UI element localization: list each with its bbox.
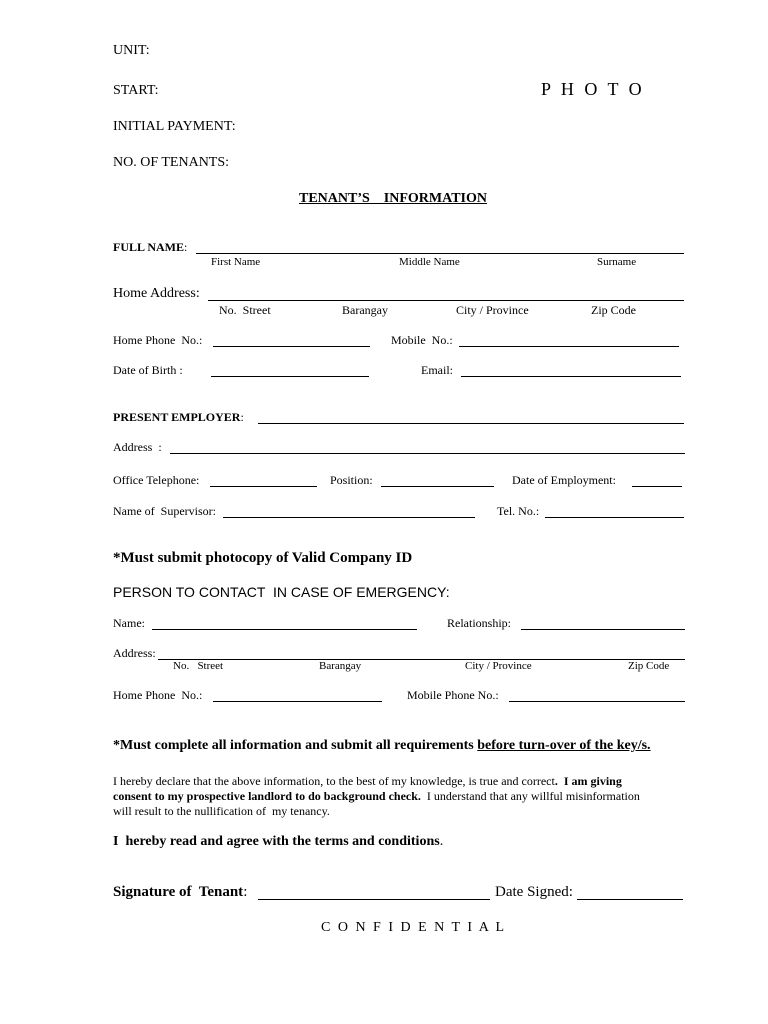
date-of-employment-field[interactable] [632, 486, 682, 487]
emergency-name-field[interactable] [152, 629, 417, 630]
confidential-footer: C O N F I D E N T I A L [321, 920, 507, 935]
email-label: Email: [421, 363, 453, 377]
tel-no-label: Tel. No.: [497, 504, 540, 518]
mobile-label: Mobile No.: [391, 333, 453, 347]
emergency-home-phone-field[interactable] [213, 701, 382, 702]
email-field[interactable] [461, 376, 681, 377]
valid-id-note: *Must submit photocopy of Valid Company ID [113, 550, 413, 566]
photo-placeholder-label: P H O T O [541, 79, 645, 99]
signature-label: Signature of Tenant: [113, 884, 248, 900]
first-name-caption: First Name [211, 256, 261, 268]
mobile-field[interactable] [459, 346, 679, 347]
home-address-field[interactable] [208, 300, 684, 301]
home-address-label: Home Address: [113, 286, 200, 301]
full-name-label: FULL NAME: [113, 240, 188, 254]
emergency-street-caption: No. Street [173, 660, 224, 672]
city-province-caption: City / Province [456, 303, 529, 317]
home-phone-field[interactable] [213, 346, 370, 347]
street-caption: No. Street [219, 303, 271, 317]
emergency-name-label: Name: [113, 616, 145, 630]
no-of-tenants-label: NO. OF TENANTS: [113, 155, 230, 170]
emergency-mobile-label: Mobile Phone No.: [407, 688, 499, 702]
supervisor-field[interactable] [223, 517, 475, 518]
position-field[interactable] [381, 486, 494, 487]
signature-field[interactable] [258, 899, 490, 900]
page-title: TENANT’S INFORMATION [299, 191, 487, 206]
relationship-label: Relationship: [447, 616, 511, 630]
office-telephone-field[interactable] [210, 486, 317, 487]
zip-code-caption: Zip Code [591, 303, 636, 317]
date-of-birth-label: Date of Birth : [113, 363, 183, 377]
barangay-caption: Barangay [342, 303, 388, 317]
emergency-contact-heading: PERSON TO CONTACT IN CASE OF EMERGENCY: [113, 584, 450, 600]
declaration-line-3: will result to the nullification of my tenancy. [113, 804, 330, 818]
employer-address-field[interactable] [170, 453, 685, 454]
date-signed-field[interactable] [577, 899, 683, 900]
emergency-mobile-field[interactable] [509, 701, 685, 702]
requirements-note: *Must complete all information and submit all requirements before turn-over of the key/s. [113, 738, 651, 753]
middle-name-caption: Middle Name [399, 256, 460, 268]
start-label: START: [113, 83, 159, 98]
emergency-barangay-caption: Barangay [319, 660, 362, 672]
position-label: Position: [330, 473, 373, 487]
agreement-statement: I hereby read and agree with the terms and conditions. [113, 834, 444, 849]
home-phone-label: Home Phone No.: [113, 333, 203, 347]
declaration-line-2: consent to my prospective landlord to do background check. I understand that any willful misinformation [113, 789, 640, 803]
date-of-birth-field[interactable] [211, 376, 369, 377]
office-telephone-label: Office Telephone: [113, 473, 200, 487]
present-employer-label: PRESENT EMPLOYER: [113, 410, 244, 424]
initial-payment-label: INITIAL PAYMENT: [113, 119, 236, 134]
unit-label: UNIT: [113, 43, 150, 58]
employer-address-label: Address : [113, 440, 162, 454]
emergency-zip-caption: Zip Code [628, 660, 670, 672]
full-name-field[interactable] [196, 253, 684, 254]
emergency-city-caption: City / Province [465, 660, 532, 672]
emergency-address-label: Address: [113, 646, 156, 660]
emergency-address-field[interactable] [158, 659, 685, 660]
date-of-employment-label: Date of Employment: [512, 473, 616, 487]
date-signed-label: Date Signed: [495, 884, 573, 900]
present-employer-field[interactable] [258, 423, 684, 424]
emergency-home-phone-label: Home Phone No.: [113, 688, 203, 702]
relationship-field[interactable] [521, 629, 685, 630]
declaration-line-1: I hereby declare that the above information, to the best of my knowledge, is true and correct. I am giving [113, 774, 622, 788]
supervisor-label: Name of Supervisor: [113, 504, 216, 518]
surname-caption: Surname [597, 256, 637, 268]
tel-no-field[interactable] [545, 517, 684, 518]
